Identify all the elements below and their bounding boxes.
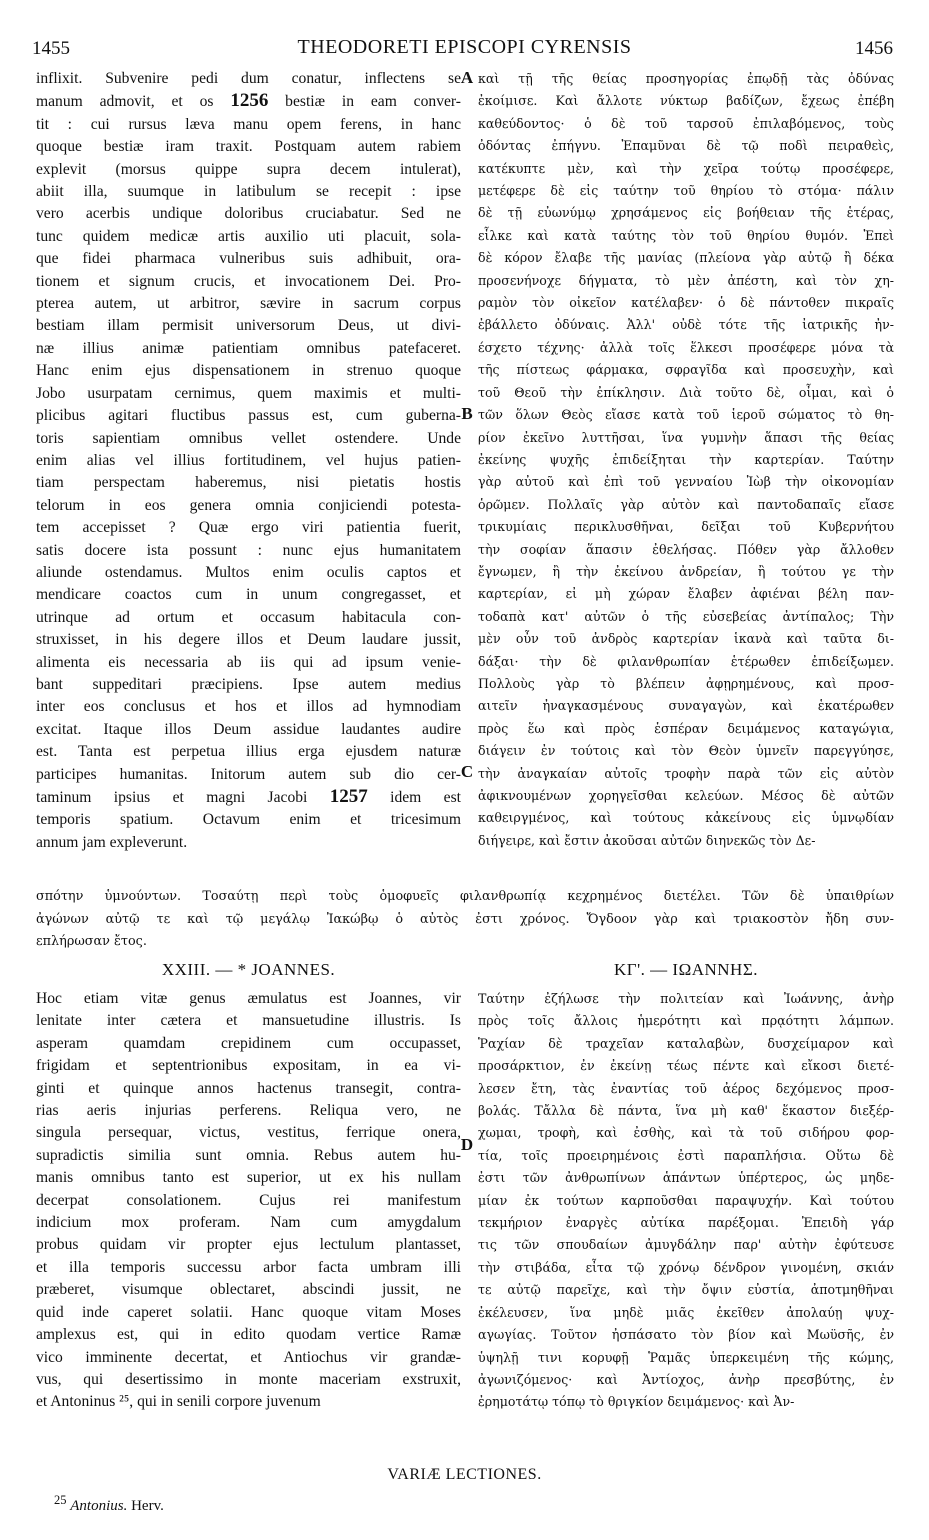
latin-text-line: inflixit. Subvenire pedi dum conatur, inflectens se	[36, 70, 461, 87]
latin-text-line: lenitate inter cætera et mansuetudine illustris. Is	[36, 1012, 461, 1030]
latin-text-line: enim alias vel illius fortitudinem, vel hujus patien-	[36, 451, 461, 469]
latin-text-line: næ illius animæ patientiam omnibus patefaceret.	[36, 339, 461, 357]
greek-text-line: σπότην ὑμνούντων. Τοσαύτῃ περὶ τοὺς ὁμοφυεῖς φιλανθρωπίᾳ κεχρημένος διετέλει. Τῶν δὲ ὑπαιθρίων	[36, 889, 894, 904]
greek-text-line: λεσεν ἔτη, τὰς ἐναντίας τοῦ ἀέρος δεχόμενος προσ-	[478, 1080, 894, 1096]
greek-text-line: καθεύδοντος· ὁ δὲ τοῦ ταρσοῦ ἐπιλαβόμενος, τοὺς	[478, 115, 894, 131]
greek-text-line: δὲ κόρον ἔλαβε τῆς μανίας (πλείονα γὰρ αὐτῷ ἢ δέκα	[478, 250, 894, 266]
greek-text-line: ἔγνωμεν, ἢ τὴν ἐκείνου ἀνδρείαν, ἢ τούτου γε τὴν	[478, 563, 894, 579]
greek-text-line: Ταύτην ἐζήλωσε τὴν πολιτείαν καὶ Ἰωάννης, ἀνὴρ	[478, 991, 894, 1006]
latin-text-line: et Antoninus ²⁵, qui in senili corpore juvenum	[36, 1393, 321, 1411]
greek-text-line: τῆς πίστεως φάρμακα, σφραγῖδα καὶ προσευχὴν, καὶ	[478, 362, 894, 378]
latin-text-line: alimenta eis necessaria ab iis qui ad ipsum venie-	[36, 653, 461, 671]
latin-text-line: rias aeris injurias perferens. Reliqua vero, ne	[36, 1102, 461, 1120]
latin-text-line: et illa temporis successu arbor facta umbram illi	[36, 1258, 461, 1276]
margin-marker-d: D	[460, 1135, 474, 1154]
greek-text-line: ἐκοίμισε. Καὶ ἄλλοτε νύκτωρ βαδίζων, ἔχεως ἐπέβη	[478, 93, 894, 109]
greek-text-line: τρικυμίαις περικλυσθῆναι, δεῖξαι τοῦ Κυβερνήτου	[478, 519, 894, 535]
section-heading-latin: XXIII. — * JOANNES.	[161, 960, 336, 979]
footnote-source: Herv.	[131, 1498, 164, 1514]
section-heading-greek: ΚΓ'. — ΙΩΑΝΝΗΣ.	[614, 960, 758, 979]
greek-text-line: ὀδόντας ἐπήγνυ. Ἐπαμῦναι δὲ τῷ ποδὶ πειραθεὶς,	[478, 138, 894, 154]
greek-column-top	[478, 68, 894, 852]
latin-text-line: probus quidam vir propter ejus lectulum plantasset,	[36, 1236, 461, 1254]
latin-text-line: vus, qui desertissimo in monte maceriam exstruxit,	[36, 1370, 461, 1388]
greek-text-line: γὰρ αὐτοῦ καὶ ἐπὶ τοῦ γενναίου Ἰὼβ τὴν οἰκονομίαν	[478, 474, 894, 490]
greek-text-line: βολάς. Τἄλλα δὲ πάντα, ἵνα μὴ καθ' ἕκαστον διεξέρ-	[478, 1103, 894, 1119]
greek-text-line: τοῦ Θεοῦ τὴν ἐπίκλησιν. Διὰ τοῦτο δὲ, οἶμαι, καὶ ὁ	[478, 384, 894, 400]
latin-text-line: temporis spatium. Octavum enim et tricesimum	[36, 811, 461, 829]
greek-text-line: ἀγώνων αὐτῷ τε καὶ τῷ μεγάλῳ Ἰακώβῳ ὁ αὐτὸς ἐστι χρόνος. Ὄγδοον γὰρ καὶ τριακοστὸν ἤδη συν-	[36, 911, 894, 927]
greek-text-line: ὑψηλῇ τινι κορυφῇ Ῥαμᾶς ὑπερκειμένη τῆς κώμης,	[478, 1349, 894, 1365]
greek-text-line: ἐστι τῶν ἀνθρωπίνων ἁπάντων ὑπέρτερος, ὡς μηδε-	[478, 1170, 894, 1186]
latin-column-bottom	[36, 988, 461, 1414]
margin-marker-b: B	[461, 404, 473, 423]
greek-text-line: ἐβάλλετο ὀδύναις. Ἀλλ' οὐδὲ τότε τῆς ἰατρικῆς ἠν-	[478, 317, 894, 333]
greek-text-line: προσενήνοχε δήγματα, τὸ μὲν ἀπέστη, καὶ τὸν χη-	[478, 272, 894, 288]
latin-text-line: abiit illa, suumque in latibulum se recepit : ipse	[36, 183, 461, 201]
latin-text-line: plicibus agitari fluctibus passus est, cum guberna-	[36, 407, 461, 425]
latin-text-line: telorum in eos genera omnia conjiciendi potesta-	[36, 496, 461, 514]
latin-text-line: quid inde caperet solatii. Hanc quoque vitam Moses	[36, 1303, 461, 1321]
latin-text-line: decerpat consolationem. Cujus rei manifestum	[36, 1191, 461, 1209]
greek-text-line: ὁρῶμεν. Πολλαῖς γὰρ αὐτὸν καὶ παντοδαπαῖς εἴασε	[478, 496, 894, 512]
greek-text-line: έσχετο τέχνης· ἀλλὰ τοῖς ἕλκεσι προσέφερε μόνα τὰ	[478, 339, 894, 355]
latin-text-line: excitat. Itaque illos Deum assidue laudantes audire	[36, 720, 461, 738]
latin-text-line: manum admovit, et os 1256 bestiæ in eam conver-	[36, 90, 461, 112]
page-header	[0, 30, 929, 64]
latin-text-line: præberet, visumque oblectaret, abscindi jussit, ne	[36, 1281, 461, 1299]
greek-text-line: καρτερίαν, εἰ μὴ χώραν ἔλαβεν ἀφιέναι βέλη παν-	[478, 586, 894, 602]
latin-text-line: explevit (morsus quippe supra decem intulerat),	[36, 160, 461, 178]
greek-text-line: αγωγίας. Τοῦτον ἠσπάσατο τὸν βίον καὶ Μωϋσῆς, ἐν	[478, 1327, 894, 1343]
greek-text-line: τεκμήριον ἐναργὲς αὐτίκα παρέξομαι. Ἐπειδὴ γάρ	[478, 1215, 894, 1231]
greek-text-line: ἐκείνης ψυχῆς ἐπιδείξηται τὴν καρτερίαν. Ταύτην	[478, 451, 894, 467]
latin-text-line: satis docere ista possunt : nunc ejus humanitatem	[36, 541, 461, 559]
greek-text-line: τῶν ὅλων Θεὸς εἴασε κατὰ τοῦ ἱεροῦ σώματος τὸ θη-	[478, 407, 894, 423]
greek-text-line: μετέφερε δὲ εἰς ταύτην τοῦ θηρίου τὸ στόμα· πάλιν	[478, 183, 894, 199]
greek-text-line: τὴν σοφίαν ἅπασιν ἐθελήσας. Πόθεν γὰρ ἄλλοθεν	[478, 541, 894, 557]
greek-text-line: τὴν στιβάδα, εἶτα τῷ χρόνῳ δένδρον γινομένη, σκιάν	[478, 1259, 894, 1275]
latin-text-line: toris sapientiam omnibus vellet ostendere. Unde	[36, 429, 461, 447]
greek-text-line: τοδαπὰ κατ' αὐτῶν ὁ τῆς εὐσεβείας ἀντίπαλος; Τὴν	[478, 608, 894, 624]
latin-text-line: tem accepisset ? Quæ ergo viri patientia fuerit,	[36, 519, 461, 537]
greek-text-line: προσάρκτιον, ἐν ἐκείνῃ τέως πέντε καὶ εἴκοσι διετέ-	[478, 1058, 894, 1074]
page-number-left: 1455	[32, 38, 70, 59]
greek-text-line: διάγειν ἐν τούτοις καὶ τὸν Θεὸν ὑμνεῖν παρεγγύησε,	[478, 743, 894, 759]
greek-column-bottom	[478, 988, 894, 1414]
latin-text-line: mendicare coactos cum in unum congregasset, et	[36, 586, 461, 604]
running-title: THEODORETI EPISCOPI CYRENSIS	[297, 36, 632, 58]
latin-text-line: que fidei pharmaca vulneribus suis adhibuit, ora-	[36, 250, 461, 268]
latin-text-line: pterea autem, ut arbitror, sævire in sacrum corpus	[36, 295, 461, 313]
latin-text-line: vico imminente decertat, et Antiochus vir grandæ-	[36, 1348, 461, 1366]
latin-text-line: singula persequar, victus, vestitus, ferrique onera,	[36, 1124, 461, 1142]
latin-text-line: tit : cui rursus læva manu opem ferens, in hanc	[36, 115, 461, 133]
greek-text-line: τις τῶν σπουδαίων ἀμυγδάλην παρ' αὐτὴν ἐφύτευσε	[478, 1237, 894, 1253]
greek-text-line: πρὸς ἕω καὶ πρὸς ἑσπέραν δειμάμενος καταγώγια,	[478, 720, 894, 736]
footnote-number: 25	[54, 1493, 67, 1507]
greek-text-line: ραμὸν τὸν οἰκεῖον κατέλαβεν· ὁ δὲ πάντοθεν πικραῖς	[478, 295, 894, 311]
greek-text-line: τία, τοῖς προειρημένοις ἐστὶ παραπλήσια. Οὕτω δὲ	[478, 1147, 894, 1163]
latin-text-line: indicium mox proferam. Nam cum amygdalum	[36, 1214, 461, 1232]
greek-text-line: Ῥαχίαν δὲ τραχεῖαν καταλαβὼν, δυσχείμαρον καὶ	[478, 1035, 894, 1051]
greek-text-line: καθειργμένος, καὶ τούτους κἀκείνους εἰς ὑμνῳδίαν	[478, 810, 894, 826]
latin-text-line: est. Tanta est perpetua illius erga ejusdem naturæ	[36, 743, 461, 761]
latin-text-line: quoque bestiæ iram traxit. Postquam autem rabiem	[36, 138, 461, 156]
greek-full-width-continuation	[36, 886, 894, 954]
latin-text-line: asperam quamdam crepidinem cum occupasset,	[36, 1034, 461, 1052]
latin-text-line: ginti et quinque annos hactenus transegit, contra-	[36, 1079, 461, 1097]
latin-text-line: amplexus est, qui in edito quodam vertice Ramæ	[36, 1326, 461, 1344]
latin-text-line: utrinque ad ortum et occasum habitacula con-	[36, 608, 461, 626]
latin-text-line: frigidam et septentrionibus expositam, in ea vi-	[36, 1057, 461, 1075]
latin-text-line: participes humanitas. Initorum autem sub dio cer-	[36, 765, 461, 783]
greek-text-line: τὴν ἀναγκαίαν αὐτοῖς τροφὴν παρὰ τῶν εἰς αὐτὸν	[478, 765, 894, 781]
greek-text-line: δὲ τῇ εὐωνύμῳ χρησάμενος εἰς βοήθειαν τῆς ἑτέρας,	[478, 205, 894, 221]
greek-text-line: διήγειρε, καὶ ἔστιν ἀκοῦσαι αὐτῶν διηνεκῶς τὸν Δε-	[478, 832, 816, 848]
latin-text-line: tiam perspectam haberemus, nisi pietatis hostis	[36, 474, 461, 492]
greek-text-line: μίαν ἐκ τούτων καρποῦσθαι παραψυχήν. Καὶ τούτου	[478, 1192, 894, 1208]
greek-text-line: ρίον ἐκεῖνο λυττῆσαι, ἵνα γυμνὴν ἅπασι τῆς θείας	[478, 429, 894, 445]
margin-marker-a: A	[460, 68, 474, 87]
latin-text-line: Hoc etiam vitæ genus æmulatus est Joannes, vir	[36, 990, 461, 1007]
latin-text-line: manis omnibus tanto est superior, ut ex his nullam	[36, 1169, 461, 1187]
greek-text-line: κατέκυπτε μὲν, καὶ τὴν χεῖρα τούτῳ προσέφερε,	[478, 160, 894, 176]
greek-text-line: ἐκέλευσεν, ἵνα μηδὲ μιᾶς ἐκεῖθεν ἀπολαύῃ ψυχ-	[478, 1304, 894, 1320]
latin-text-line: vero acerbis undique doloribus cruciabatur. Sed ne	[36, 205, 461, 223]
latin-text-line: bestiam illam permisit universorum Deus, ut divi-	[36, 317, 461, 335]
column-number: 1257	[329, 786, 368, 807]
greek-text-line: καὶ τῇ τῆς θείας προσηγορίας ἐπῳδῇ τὰς ὀδύνας	[478, 71, 894, 86]
footnote-text: Antonius.	[70, 1498, 128, 1514]
column-number: 1256	[230, 90, 269, 112]
latin-text-line: Jobo usurpatam cernimus, quem maximis et multi-	[36, 384, 461, 402]
latin-text-line: annum jam expleverunt.	[36, 833, 188, 851]
greek-text-line: ἀφικνουμένων χορηγεῖσθαι κελεύων. Μέσος δὲ αὐτῶν	[478, 788, 894, 803]
greek-text-line: ἀγωνιζόμενος· καὶ Ἀντίοχος, ἀνὴρ πρεσβύτης, ἐν	[478, 1371, 894, 1387]
margin-marker-c: C	[460, 762, 474, 781]
greek-text-line: μὲν οὖν τοῦ ἀνδρὸς καρτερίαν ἱκανὰ καὶ ταῦτα δι-	[478, 631, 894, 647]
greek-text-line: δάξαι· τὴν δὲ φιλανθρωπίαν ἑτέρωθεν ἐπιδείξωμεν.	[478, 653, 894, 669]
greek-text-line: αιτεῖν ἠναγκασμένους συναγαγὼν, καὶ ἑκατέρωθεν	[478, 698, 894, 714]
greek-text-line: πρὸς τοῖς ἄλλοις ἡμερότητι καὶ πρᾳότητι λάμπων.	[478, 1013, 894, 1029]
latin-text-line: aliunde ostendamus. Multos enim oculis captos et	[36, 563, 461, 581]
greek-text-line: επλήρωσαν ἔτος.	[36, 934, 147, 950]
latin-text-line: supradictis similia sunt omnia. Rebus autem hu-	[36, 1146, 461, 1164]
footnote	[54, 1493, 164, 1515]
latin-text-line: tionem et signum crucis, et invocationem Dei. Pro-	[36, 272, 461, 290]
greek-text-line: χωμαι, τροφὴ, καὶ ἐσθὴς, καὶ τὰ τοῦ σιδήρου φορ-	[478, 1125, 894, 1141]
latin-text-line: bant suppeditari præcipiens. Ipse autem medius	[36, 675, 461, 693]
latin-text-line: Hanc enim ejus dispensationem in strenuo quoque	[36, 362, 461, 380]
greek-text-line: Πολλοὺς γὰρ τὸ βλέπειν ἀφῃρημένους, καὶ προσ-	[478, 675, 894, 691]
greek-text-line: εἷλκε καὶ κατὰ ταύτης τὸν τοῦ θηρίου θυμόν. Ἐπεὶ	[478, 227, 894, 243]
latin-column-top	[36, 68, 461, 854]
latin-text-line: taminum ipsius et magni Jacobi 1257 idem est	[36, 786, 461, 807]
greek-text-line: ἐρημοτάτῳ τόπῳ τὸ θριγκίον δειμάμενος· καὶ Ἀν-	[478, 1394, 795, 1410]
latin-text-line: struxisset, in his degere illos et Deum laudare jussit,	[36, 631, 461, 649]
variae-lectiones-heading: VARIÆ LECTIONES.	[387, 1466, 542, 1483]
greek-text-line: τε αὐτῷ παρεῖχε, καὶ τὴν ὄψιν εὐστία, ἀποτμηθῆναι	[478, 1282, 894, 1298]
page-number-right: 1456	[855, 38, 893, 59]
latin-text-line: tunc quidem medicæ artis auxilio uti placuit, sola-	[36, 227, 461, 245]
latin-text-line: inter eos conclusus et hos et illos ad hymnodiam	[36, 698, 461, 716]
